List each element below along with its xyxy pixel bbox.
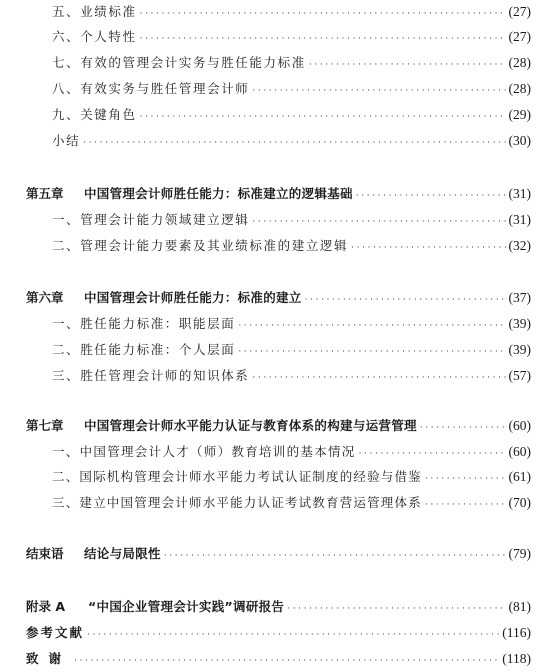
toc-entry-title: 一、管理会计能力领域建立逻辑 [52, 212, 250, 227]
toc-entry-page: (39) [508, 316, 531, 331]
toc-entry-title: 八、有效实务与胜任管理会计师 [52, 81, 250, 96]
toc-references[interactable] [26, 623, 531, 643]
toc-entry-title: 五、业绩标准 [52, 4, 137, 19]
toc-entry[interactable] [52, 340, 531, 360]
dot-leader [420, 418, 506, 438]
toc-conclusion[interactable] [26, 544, 531, 564]
appendix-title: “中国企业管理会计实践”调研报告 [88, 599, 285, 614]
chapter-number: 结束语 [26, 546, 64, 561]
toc-entry-title: 二、胜任能力标准：个人层面 [52, 342, 236, 357]
toc-entry-title: 一、中国管理会计人才（师）教育培训的基本情况 [52, 444, 356, 459]
toc-entry-title: 二、国际机构管理会计师水平能力考试认证制度的经验与借鉴 [52, 469, 422, 484]
toc-entry[interactable] [52, 493, 531, 513]
chapter-page: (79) [508, 546, 531, 561]
toc-entry[interactable] [52, 314, 531, 334]
toc-entry[interactable] [52, 79, 531, 99]
chapter-page: (31) [508, 186, 531, 201]
toc-entry-page: (57) [508, 368, 531, 383]
toc-entry-title: 小结 [52, 133, 81, 148]
toc-entry-title: 九、关键角色 [52, 107, 137, 122]
dot-leader [425, 469, 506, 489]
toc-entry-page: (39) [508, 342, 531, 357]
dot-leader [74, 651, 499, 671]
toc-entry[interactable] [52, 210, 531, 230]
toc-entry[interactable] [52, 53, 531, 73]
toc-entry-page: (31) [508, 212, 531, 227]
toc-entry-title: 三、建立中国管理会计师水平能力认证考试教育营运管理体系 [52, 495, 422, 510]
chapter-title: 中国管理会计师胜任能力：标准的建立 [84, 290, 302, 305]
dot-leader [238, 342, 505, 362]
toc-entry[interactable] [52, 366, 531, 386]
dot-leader [305, 290, 506, 310]
toc-entry-page: (28) [508, 55, 531, 70]
chapter-title: 结论与局限性 [84, 546, 161, 561]
toc-entry[interactable] [52, 442, 531, 462]
dot-leader [351, 238, 505, 258]
chapter-title: 中国管理会计师胜任能力：标准建立的逻辑基础 [84, 186, 353, 201]
dot-leader [238, 316, 505, 336]
appendix-number: 附录 A [26, 599, 66, 614]
acknowledgements-page: (118) [502, 651, 531, 666]
chapter-page: (60) [508, 418, 531, 433]
toc-entry-title: 一、胜任能力标准：职能层面 [52, 316, 236, 331]
dot-leader [140, 29, 506, 49]
appendix-page: (81) [508, 599, 531, 614]
toc-entry-page: (27) [508, 4, 531, 19]
toc-entry-title: 三、胜任管理会计师的知识体系 [52, 368, 250, 383]
dot-leader [83, 133, 505, 153]
chapter-title: 中国管理会计师水平能力认证与教育体系的构建与运营管理 [84, 418, 417, 433]
dot-leader [252, 368, 505, 388]
toc-entry-page: (28) [508, 81, 531, 96]
dot-leader [309, 55, 506, 75]
dot-leader [252, 81, 505, 101]
dot-leader [164, 546, 506, 566]
references-page: (116) [502, 625, 531, 640]
toc-entry-page: (27) [508, 29, 531, 44]
dot-leader [425, 495, 506, 515]
dot-leader [287, 599, 505, 619]
toc-entry-page: (70) [508, 495, 531, 510]
toc-entry-page: (29) [508, 107, 531, 122]
toc-chapter-6[interactable] [26, 288, 531, 308]
dot-leader [140, 4, 506, 24]
toc-entry-page: (32) [508, 238, 531, 253]
dot-leader [359, 444, 506, 464]
toc-entry[interactable] [52, 2, 531, 22]
toc-entry-page: (61) [508, 469, 531, 484]
dot-leader [252, 212, 505, 232]
dot-leader [140, 107, 506, 127]
toc-chapter-5[interactable] [26, 184, 531, 204]
toc-entry[interactable] [52, 27, 531, 47]
toc-entry-title: 七、有效的管理会计实务与胜任能力标准 [52, 55, 306, 70]
chapter-page: (37) [508, 290, 531, 305]
acknowledgements-title: 致谢 [26, 651, 72, 666]
dot-leader [87, 625, 499, 645]
toc-entry-title: 二、管理会计能力要素及其业绩标准的建立逻辑 [52, 238, 349, 253]
dot-leader [356, 186, 506, 206]
toc-entry[interactable] [52, 131, 531, 151]
toc-entry-title: 六、个人特性 [52, 29, 137, 44]
toc-acknowledgements[interactable] [26, 649, 531, 669]
chapter-number: 第六章 [26, 290, 64, 305]
chapter-number: 第七章 [26, 418, 64, 433]
chapter-number: 第五章 [26, 186, 64, 201]
toc-entry-page: (30) [508, 133, 531, 148]
toc-entry[interactable] [52, 105, 531, 125]
toc-entry[interactable] [52, 467, 531, 487]
toc-chapter-7[interactable] [26, 416, 531, 436]
references-title: 参考文献 [26, 625, 85, 640]
toc-entry-page: (60) [508, 444, 531, 459]
toc-entry[interactable] [52, 236, 531, 256]
toc-appendix-a[interactable] [26, 597, 531, 617]
